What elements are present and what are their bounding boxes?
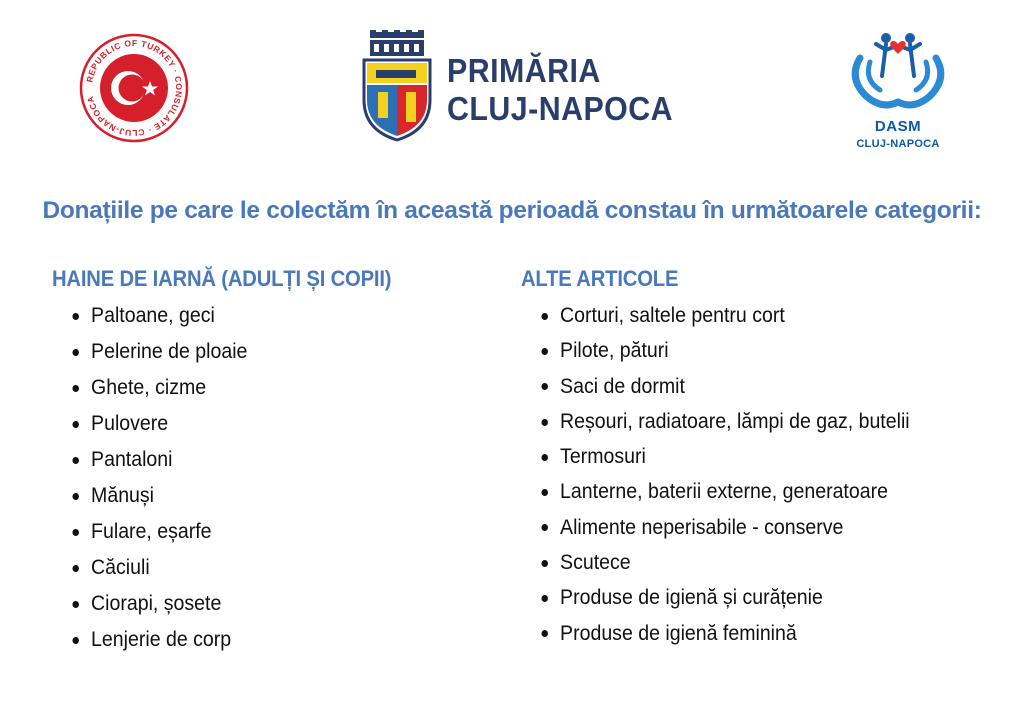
list-item: Ghete, cizme: [52, 370, 395, 406]
other-items-heading: ALTE ARTICOLE: [521, 266, 679, 291]
winter-clothing-heading: HAINE DE IARNĂ (ADULȚI ȘI COPII): [52, 266, 392, 291]
list-item: Pilote, pături: [521, 333, 910, 368]
list-item: Pulovere: [52, 406, 395, 442]
list-item: Pantaloni: [52, 442, 395, 478]
dasm-subtitle: CLUJ-NAPOCA: [856, 138, 940, 150]
dasm-hands-logo: [842, 22, 954, 110]
list-item: Alimente neperisabile - conserve: [521, 510, 910, 545]
primaria-line1: PRIMĂRIA: [447, 52, 601, 89]
winter-clothing-column: [52, 266, 421, 658]
list-item: Ciorapi, șosete: [52, 586, 395, 622]
list-item: Saci de dormit: [521, 369, 910, 404]
list-item: Mănuși: [52, 478, 395, 514]
primaria-line2: CLUJ-NAPOCA: [447, 90, 674, 127]
list-item: Lanterne, baterii externe, generatoare: [521, 474, 910, 509]
list-item: Căciuli: [52, 550, 395, 586]
list-item: Fulare, eșarfe: [52, 514, 395, 550]
intro-heading: Donațiile pe care le colectăm în această perioadă constau în următoarele categorii:: [42, 197, 982, 224]
other-items-column: [521, 266, 939, 651]
list-item: Scutece: [521, 545, 910, 580]
list-item: Lenjerie de corp: [52, 622, 395, 658]
list-item: Produse de igienă și curățenie: [521, 580, 910, 615]
primaria-wordmark: [447, 52, 673, 128]
primaria-crest-logo: [362, 30, 432, 142]
list-item: Reșouri, radiatoare, lămpi de gaz, butelii: [521, 404, 910, 439]
other-items-list: [521, 298, 939, 651]
seal-ring-text: REPUBLIC OF TURKEY · CONSULATE · CLUJ-NAPOCA: [84, 37, 185, 139]
list-item: Termosuri: [521, 439, 910, 474]
winter-clothing-list: [52, 298, 421, 658]
list-item: Paltoane, geci: [52, 298, 395, 334]
list-item: Produse de igienă feminină: [521, 616, 910, 651]
list-item: Corturi, saltele pentru cort: [521, 298, 910, 333]
dasm-title: DASM: [874, 118, 922, 135]
turkey-consulate-seal-logo: [78, 32, 190, 144]
list-item: Pelerine de ploaie: [52, 334, 395, 370]
